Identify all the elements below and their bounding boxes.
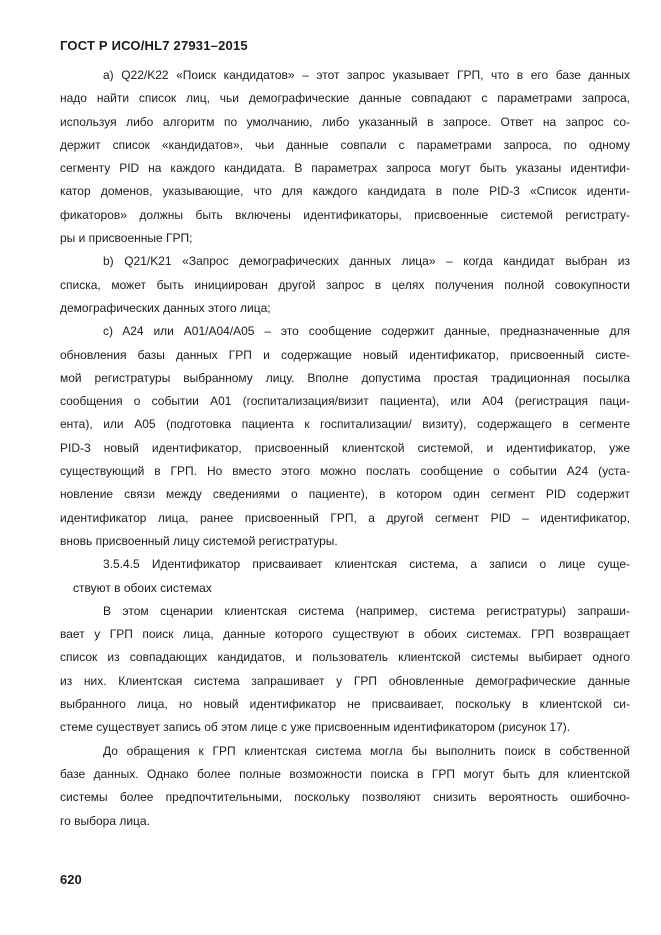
- text-line: В этом сценарии клиентская система (например, система регистратуры) запраши-: [103, 603, 630, 618]
- document-body: [60, 64, 630, 833]
- text-line: го выбора лица.: [60, 813, 150, 828]
- text-line: ента), или A05 (подготовка пациента к госпитализации/ визиту), содержащего в сегменте: [60, 417, 630, 432]
- text-line: держит список «кандидатов», чьи данные совпали с параметрами запроса, по одному: [60, 137, 630, 152]
- text-line: 3.5.4.5 Идентификатор присваивает клиентская система, а записи о лице суще-: [103, 557, 630, 572]
- text-line: список из совпадающих кандидатов, и пользователь клиентской системы выбирает одного: [60, 650, 630, 665]
- text-line: фикаторов» должны быть включены идентификаторы, присвоенные системой регистрату-: [60, 207, 630, 222]
- text-line: новление связи между сведениями о пациенте), в котором один сегмент PID содержит: [60, 487, 630, 502]
- text-line: b) Q21/K21 «Запрос демографических данных лица» – когда кандидат выбран из: [103, 254, 630, 269]
- text-line: используя либо алгоритм по умолчанию, либо указанный в запросе. Ответ на запрос со-: [60, 114, 630, 129]
- text-line: сегменту PID на каждого кандидата. В параметрах запроса могут быть указаны идентифи-: [60, 161, 630, 176]
- text-line: базе данных. Однако более полные возможности поиска в ГРП могут быть для клиентской: [60, 766, 630, 781]
- text-line: обновления базы данных ГРП и содержащие новый идентификатор, присвоенный систе-: [60, 347, 630, 362]
- text-line: надо найти список лиц, чьи демографические данные совпадают с параметрами запроса,: [60, 91, 630, 106]
- text-line: ры и присвоенные ГРП;: [60, 231, 193, 246]
- text-line: стеме существует запись об этом лице с уже присвоенным идентификатором (рисунок 17).: [60, 720, 571, 735]
- paragraph-item-b: [60, 250, 630, 320]
- text-line: PID-3 новый идентификатор, присвоенный клиентской системой, и идентификатор, уже: [60, 440, 630, 455]
- text-line: катор доменов, указывающие, что для каждого кандидата в поле PID-3 «Список иденти-: [60, 184, 630, 199]
- text-line: мой регистратуры выбранному лицу. Вполне допустима простая традиционная посылка: [60, 370, 630, 385]
- text-line: существующий в ГРП. Но вместо этого можно послать сообщение о событии A24 (уста-: [60, 464, 630, 479]
- text-line: вает у ГРП поиск лица, данные которого существуют в обоих системах. ГРП возвращает: [60, 627, 630, 642]
- text-line: идентификатор лица, ранее присвоенный ГРП, а другой сегмент PID – идентификатор,: [60, 510, 630, 525]
- paragraph-final: [60, 740, 630, 833]
- text-line: выбранного лица, но новый идентификатор не присваивает, поскольку в клиентской си-: [60, 697, 630, 712]
- document-header: ГОСТ Р ИСО/HL7 27931–2015: [60, 38, 248, 53]
- paragraph-item-c: [60, 320, 630, 553]
- paragraph-item-a: [60, 64, 630, 250]
- text-line: системы более предпочтительными, поскольку позволяют снизить вероятность ошибочно-: [60, 790, 630, 805]
- text-line: c) A24 или A01/A04/A05 – это сообщение содержит данные, предназначенные для: [103, 324, 630, 339]
- text-line: демографических данных этого лица;: [60, 300, 271, 315]
- text-line: сообщения о событии A01 (госпитализация/визит пациента), или A04 (регистрация паци-: [60, 394, 630, 409]
- section-heading: [60, 553, 630, 600]
- page-number: 620: [60, 872, 82, 887]
- text-line: a) Q22/K22 «Поиск кандидатов» – этот запрос указывает ГРП, что в его базе данных: [103, 68, 630, 82]
- text-line: списка, может быть инициирован другой запрос в целях получения полной совокупности: [60, 277, 630, 292]
- text-line: вновь присвоенный лицу системой регистратуры.: [60, 533, 338, 548]
- text-line: До обращения к ГРП клиентская система могла бы выполнить поиск в собственной: [103, 743, 630, 758]
- paragraph-scenario: [60, 600, 630, 740]
- text-line: ствуют в обоих системах: [73, 580, 212, 595]
- text-line: из них. Клиентская система запрашивает у ГРП обновленные демографические данные: [60, 673, 630, 688]
